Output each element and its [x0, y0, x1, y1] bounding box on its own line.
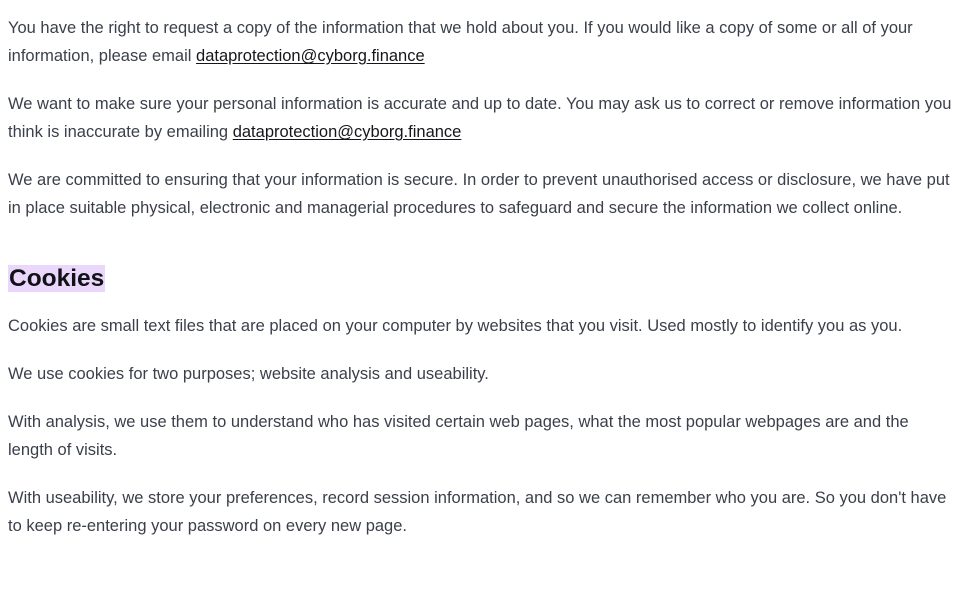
cookies-paragraph-definition: Cookies are small text files that are placed on your computer by websites that you visit. Used mostly to identify you as you.: [8, 317, 903, 335]
cookies-paragraph-analysis: With analysis, we use them to understand who has visited certain web pages, what the most popular webpages are and the length of visits.: [8, 413, 909, 459]
accuracy-text: We want to make sure your personal information is accurate and up to date. You may ask us to correct or remove information you think is inaccurate by emailing: [8, 95, 952, 141]
access-rights-text: You have the right to request a copy of the information that we hold about you. If you would like a copy of some or all of your information, please email: [8, 19, 913, 65]
cookies-paragraph-purposes: We use cookies for two purposes; website analysis and useability.: [8, 365, 489, 383]
cookies-heading-highlight: Cookies: [9, 265, 105, 292]
accuracy-email-link[interactable]: dataprotection@cyborg.finance: [232, 123, 462, 141]
cookies-paragraph-useability: With useability, we store your preferences, record session information, and so we can remember who you are. So you don't have to keep re-entering your password on every new page.: [8, 489, 947, 535]
accuracy-paragraph: [8, 90, 952, 146]
access-rights-paragraph: [8, 14, 952, 70]
security-paragraph: We are committed to ensuring that your information is secure. In order to prevent unauthorised access or disclosure, we have put in place suitable physical, electronic and managerial procedures to safeguard and secure the information we collect online.: [8, 171, 950, 217]
access-email-link[interactable]: dataprotection@cyborg.finance: [196, 47, 425, 65]
cookies-heading: [8, 264, 952, 294]
